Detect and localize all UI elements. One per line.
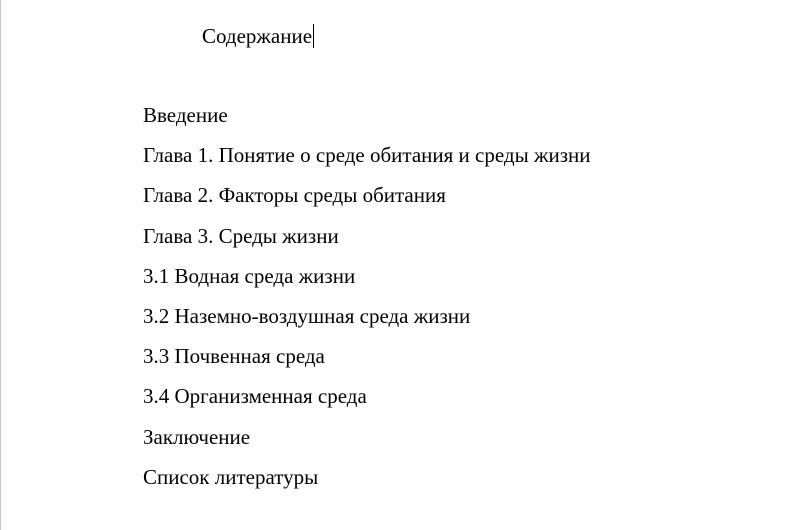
text-cursor <box>313 24 314 48</box>
toc-item-conclusion[interactable]: Заключение <box>143 424 251 449</box>
toc-item-section-3-2[interactable]: 3.2 Наземно-воздушная среда жизни <box>143 303 471 328</box>
toc-heading-text: Содержание <box>202 24 313 48</box>
toc-item-chapter-3[interactable]: Глава 3. Среды жизни <box>143 223 339 248</box>
table-of-contents <box>143 101 590 503</box>
toc-item-section-3-3[interactable]: 3.3 Почвенная среда <box>143 344 325 369</box>
toc-item-section-3-4[interactable]: 3.4 Организменная среда <box>143 384 367 409</box>
toc-item-introduction[interactable]: Введение <box>143 103 228 127</box>
toc-heading[interactable] <box>202 22 314 50</box>
toc-item-references[interactable]: Список литературы <box>143 464 319 489</box>
toc-item-section-3-1[interactable]: 3.1 Водная среда жизни <box>143 263 356 288</box>
toc-item-chapter-1[interactable]: Глава 1. Понятие о среде обитания и среды жизни <box>143 143 591 168</box>
toc-item-chapter-2[interactable]: Глава 2. Факторы среды обитания <box>143 183 446 208</box>
